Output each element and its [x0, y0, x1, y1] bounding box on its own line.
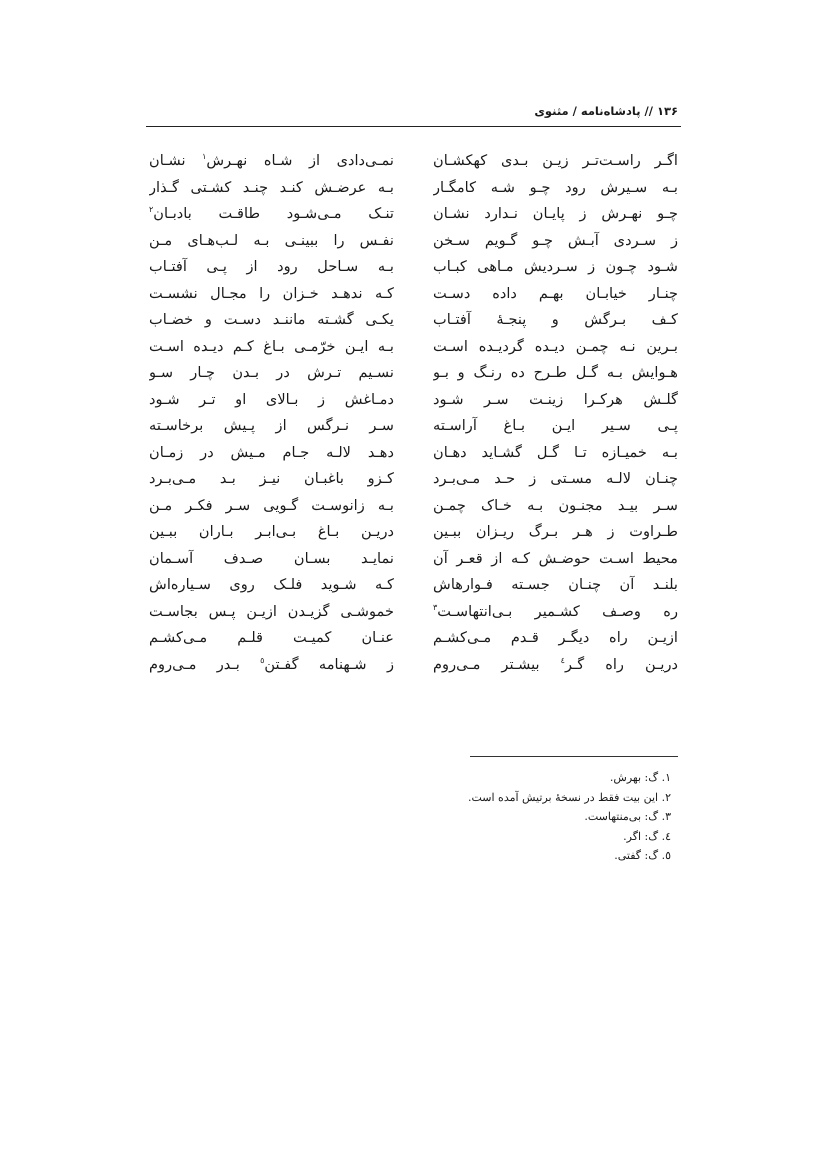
right-hemistich [433, 625, 678, 652]
right-hemistich [433, 652, 678, 679]
left-hemistich [149, 228, 394, 255]
hemistich-text: عنـان کمیـت قلـم مـی‌کشـم [149, 629, 394, 646]
right-hemistich [433, 281, 678, 308]
left-hemistich [149, 493, 394, 520]
right-hemistich [433, 307, 678, 334]
hemistich-text: اگـر راسـت‌تـر زیـن بـدی کهکشـان [433, 152, 678, 169]
hemistich-text: چـو نهـرش ز پایـان نـدارد نشـان [433, 205, 678, 222]
left-hemistich [149, 307, 394, 334]
hemistich-text: محیط اسـت حوضـش کـه از قعـر آن [433, 549, 678, 567]
hemistich-text: دریـن راه گـر [564, 655, 678, 673]
right-hemistich [433, 572, 678, 599]
running-head: ۱۳۶ // پادشاه‌نامه / مثنوی [534, 104, 678, 118]
left-hemistich [149, 546, 394, 573]
hemistich-text: بـه سـیرش رود چـو شـه کامگـار [433, 178, 678, 196]
footnote: ٤. گ: اگر. [623, 829, 671, 843]
hemistich-text: کـه شـوید فلـک روی سـیاره‌اش [149, 576, 394, 593]
hemistich-text: بـه ایـن خرّمـی بـاغ کـم دیـده اسـت [149, 337, 394, 355]
left-hemistich [149, 175, 394, 202]
hemistich-text: کـزو باغبـان نیـز بـد مـی‌بـرد [149, 470, 394, 487]
verse-column-left [149, 148, 394, 678]
hemistich-text: نسـیم تـرش در بـدن چـار سـو [149, 364, 394, 381]
hemistich-text: شـود چـون ز سـردیش مـاهی کبـاب [433, 258, 678, 275]
hemistich-text: خموشـی گزیـدن ازیـن پـس بجاسـت [149, 602, 394, 620]
hemistich-text: سـر بیـد مجنـون بـه خـاک چمـن [433, 496, 678, 514]
footnote: ۳. گ: بی‌منتهاست. [584, 810, 671, 823]
right-hemistich [433, 360, 678, 387]
right-hemistich [433, 440, 678, 467]
footnote: ٥. گ: گفتی. [614, 849, 671, 862]
left-hemistich [149, 201, 394, 228]
right-hemistich [433, 493, 678, 520]
hemistich-text: یکـی گشـته ماننـد دسـت و خضـاب [149, 311, 394, 328]
hemistich-text: ازیـن راه دیگـر قـدم مـی‌کشـم [433, 629, 678, 646]
hemistich-text: پـی سـیر ایـن بـاغ آراسـته [433, 417, 678, 434]
hemistich-text: چنـار خیابـان بهـم داده دسـت [433, 284, 678, 302]
hemistich-text: بـرین نـه چمـن دیـده گردیـده اسـت [433, 337, 678, 355]
hemistich-text: بـه زانوسـت گـویی سـر فکـر مـن [149, 496, 394, 514]
hemistich-text: طـراوت ز هـر بـرگ ریـزان ببـین [433, 523, 678, 540]
left-hemistich [149, 466, 394, 493]
hemistich-text: بـه خمیـازه تـا گـل گشـاید دهـان [433, 443, 678, 461]
footnote: ۱. گ: بهرش. [609, 771, 671, 784]
hemistich-text: نفـس را ببینـی بـه لـب‌هـای مـن [149, 231, 394, 249]
hemistich-text: هـوایش بـه گـل طـرح ده رنـگ و بـو [433, 364, 678, 381]
hemistich-text-continued: بـدر مـی‌روم [149, 655, 261, 673]
left-hemistich [149, 519, 394, 546]
left-hemistich [149, 572, 394, 599]
right-hemistich [433, 201, 678, 228]
left-hemistich [149, 148, 394, 175]
hemistich-text: دریـن بـاغ بـی‌ابـر بـاران ببـین [149, 523, 394, 540]
footnote-ref: ۲ [149, 205, 154, 215]
footnote-ref: ۳ [433, 602, 438, 612]
hemistich-text: گلـش هرکـرا زینـت سـر شـود [433, 390, 678, 408]
left-hemistich [149, 413, 394, 440]
left-hemistich [149, 360, 394, 387]
left-hemistich [149, 281, 394, 308]
footnote-rule [470, 756, 678, 757]
left-hemistich [149, 334, 394, 361]
hemistich-text-continued: بیشـتر مـی‌روم [433, 655, 561, 673]
hemistich-text: بلنـد آن چنـان جسـته فـوارهاش [433, 576, 678, 593]
right-hemistich [433, 413, 678, 440]
hemistich-text-continued: نشـان [149, 152, 203, 169]
left-hemistich [149, 625, 394, 652]
hemistich-text: بـه عرضـش کنـد چنـد کشـتی گـذار [149, 178, 394, 196]
hemistich-text: ز سـردی آبـش چـو گـویم سـخن [433, 231, 678, 249]
right-hemistich [433, 466, 678, 493]
footnotes [271, 768, 671, 866]
left-hemistich [149, 387, 394, 414]
left-hemistich [149, 254, 394, 281]
left-hemistich [149, 599, 394, 626]
right-hemistich [433, 519, 678, 546]
hemistich-text: دمـاغش ز بـالای او تـر شـود [149, 390, 394, 408]
hemistich-text: کـه ندهـد خـزان را مجـال نشسـت [149, 284, 394, 302]
hemistich-text: ره وصـف کشـمیر بـی‌انتهاسـت [437, 602, 678, 620]
hemistich-text: چنـان لالـه مسـتی ز حـد مـی‌بـرد [433, 470, 678, 487]
footnote-ref: ۱ [202, 152, 207, 162]
right-hemistich [433, 175, 678, 202]
header-rule [146, 126, 681, 127]
hemistich-text: سـر نـرگس از پـیش برخاسـته [149, 417, 394, 434]
left-hemistich [149, 652, 394, 679]
hemistich-text: نمایـد بسـان صـدف آسـمان [149, 549, 394, 567]
right-hemistich [433, 599, 678, 626]
left-hemistich [149, 440, 394, 467]
footnote: ۲. این بیت فقط در نسخهٔ برتیش آمده است. [467, 790, 671, 804]
hemistich-text: دهـد لالـه جـام مـیش در زمـان [149, 443, 394, 461]
right-hemistich [433, 546, 678, 573]
right-hemistich [433, 148, 678, 175]
right-hemistich [433, 334, 678, 361]
right-hemistich [433, 228, 678, 255]
hemistich-text: نمـی‌دادی از شـاه نهـرش [206, 152, 394, 169]
right-hemistich [433, 254, 678, 281]
verse-column-right [433, 148, 678, 678]
hemistich-text: تنـک مـی‌شـود طاقـت بادبـان [153, 205, 394, 222]
hemistich-text: ز شـهنامه گفـتن [264, 655, 394, 673]
footnote-ref: ٤ [560, 655, 565, 665]
right-hemistich [433, 387, 678, 414]
hemistich-text: بـه سـاحل رود از پـی آفتـاب [149, 258, 394, 275]
hemistich-text: کـف بـرگش و پنجـهٔ آفتـاب [433, 311, 678, 328]
footnote-ref: ٥ [260, 655, 265, 665]
